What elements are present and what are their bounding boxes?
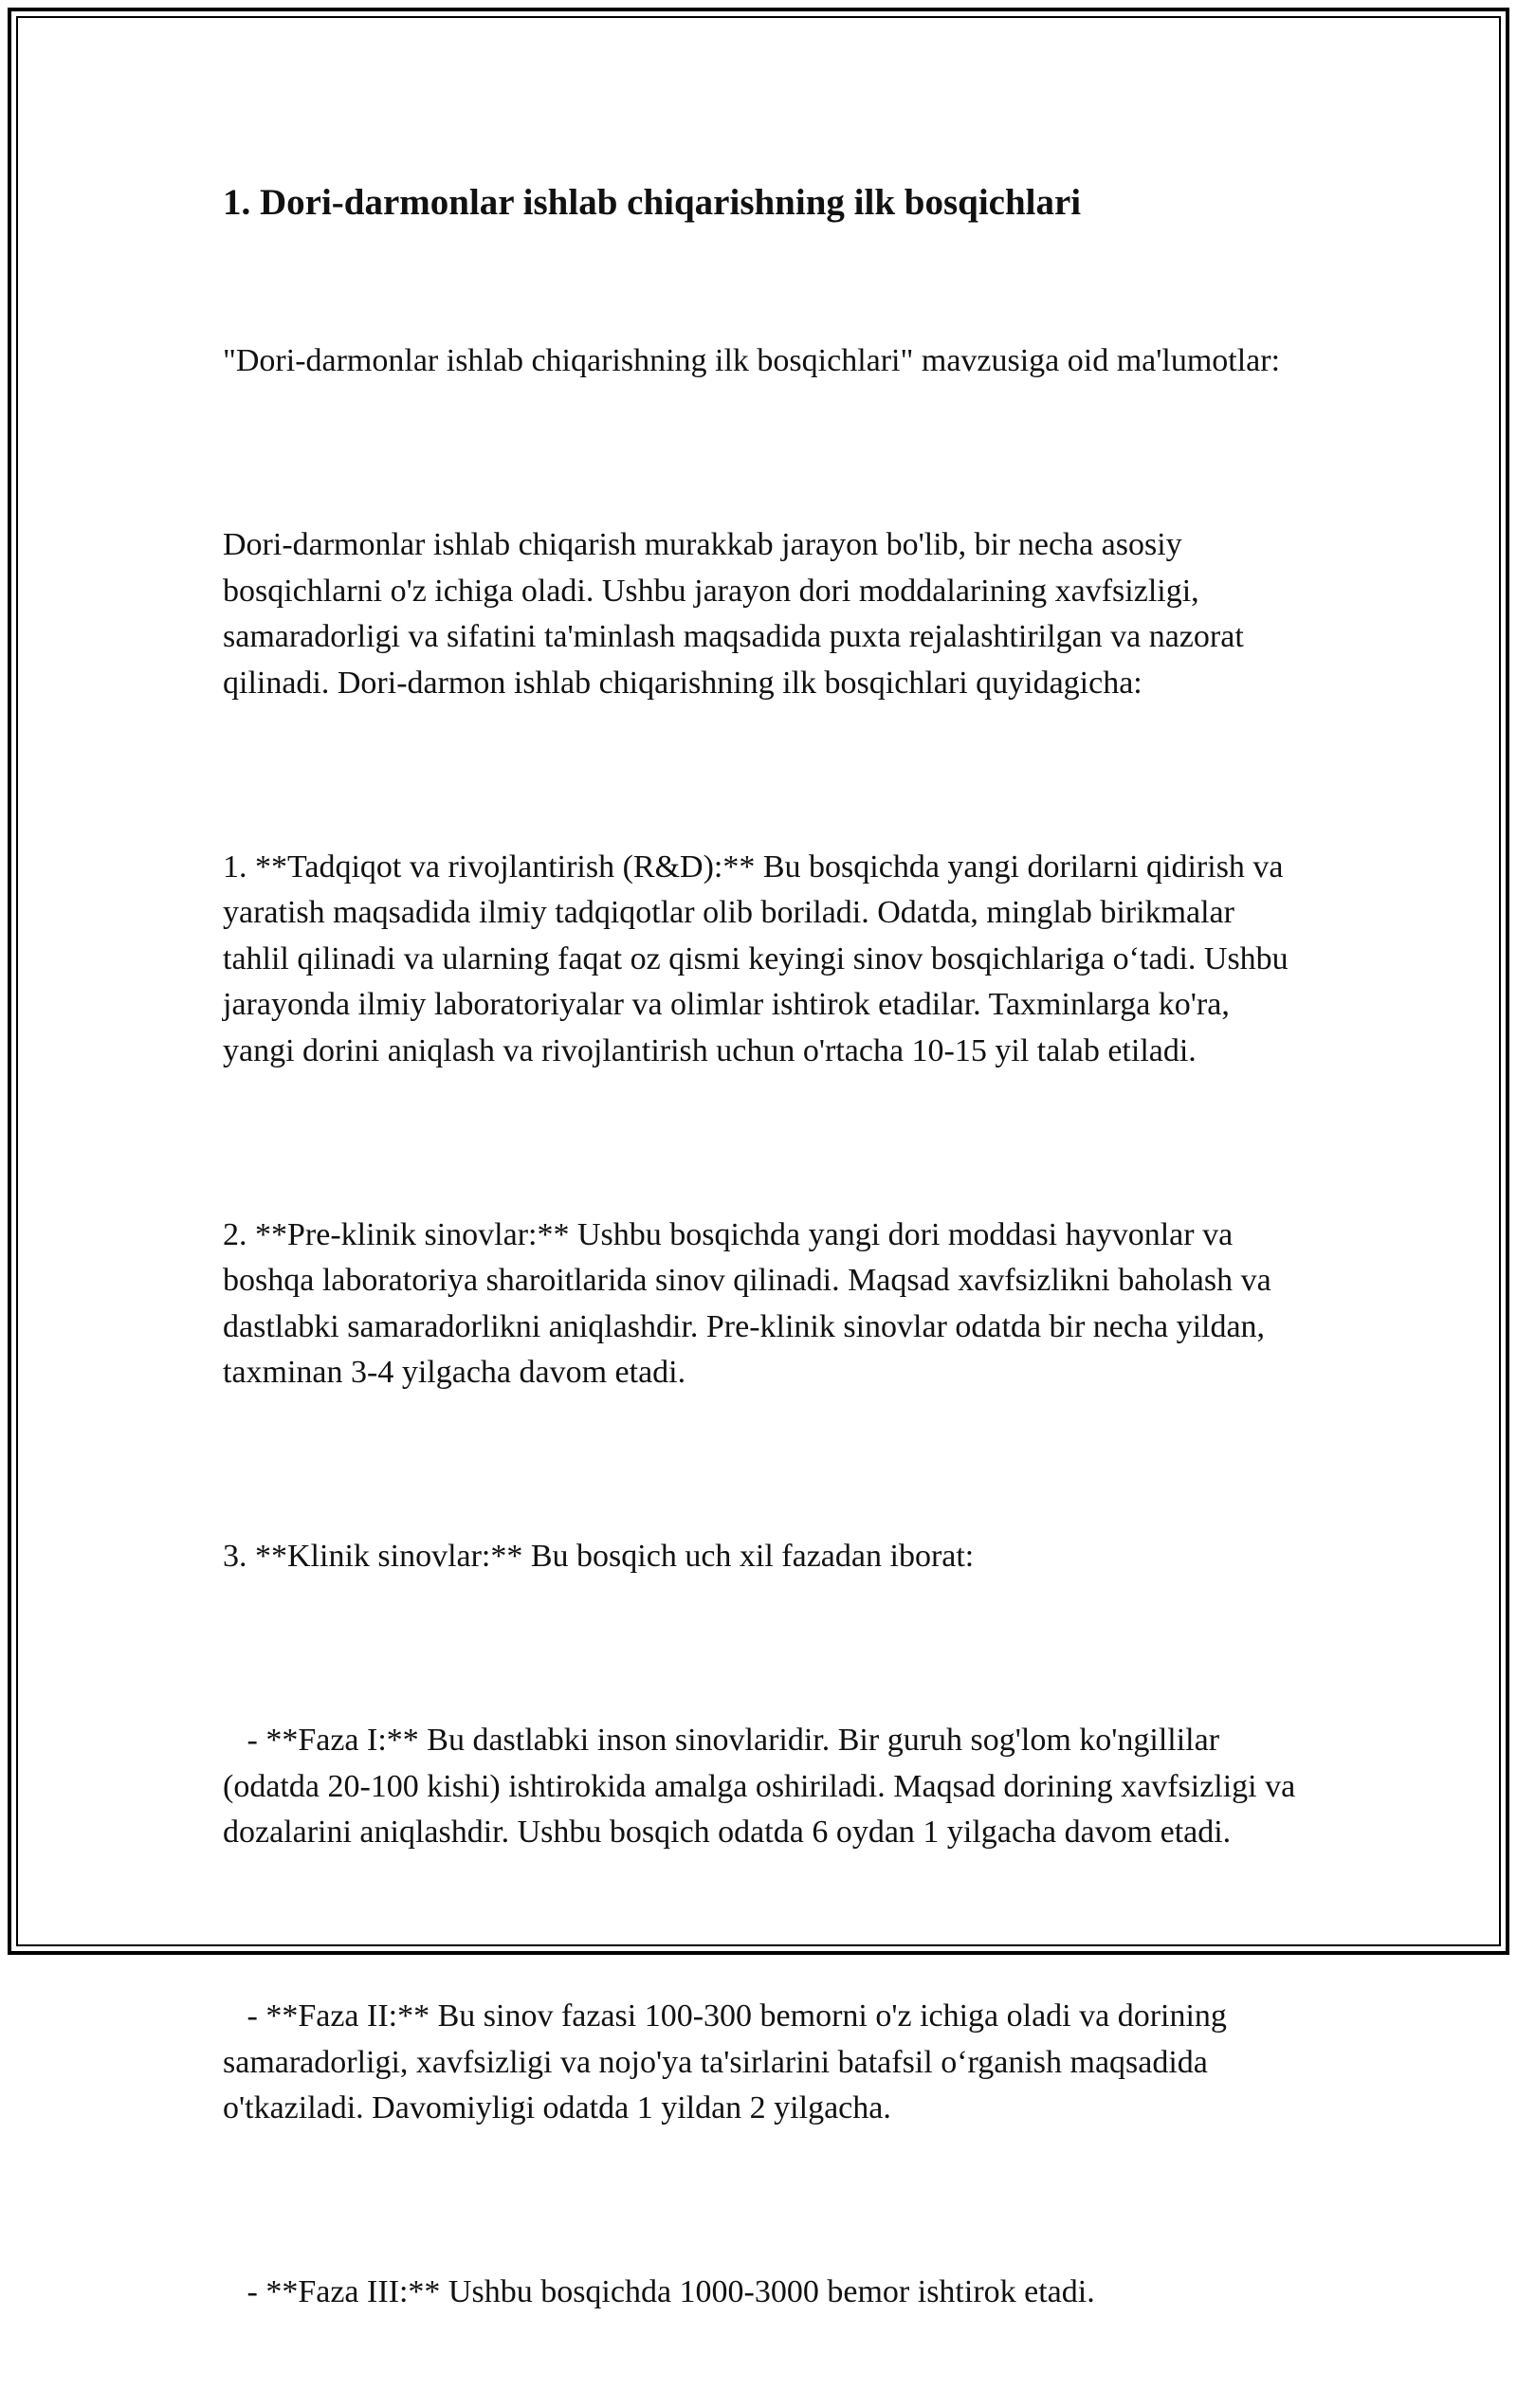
- document-title: 1. Dori-darmonlar ishlab chiqarishning ilk bosqichlari: [223, 182, 1082, 223]
- document-content: [223, 178, 1304, 2408]
- paragraph-phase-3: - **Faza III:** Ushbu bosqichda 1000-3000 bemor ishtirok etadi.: [223, 2274, 1095, 2309]
- document-body: [223, 246, 1304, 2408]
- paragraph-research-development: 1. **Tadqiqot va rivojlantirish (R&D):** Bu bosqichda yangi dorilarni qidirish va yaratish maqsadida ilmiy tadqiqotlar olib boriladi. Odatda, minglab birikmalar tahlil qilinadi va ularning faqat oz qismi keyingi sinov bosqichlariga o‘tadi. Ushbu jarayonda ilmiy laboratoriyalar va olimlar ishtirok etadilar. Taxminlarga ko'ra, yangi dorini aniqlash va rivojlantirish uchun o'rtacha 10-15 yil talab etiladi.: [223, 848, 1297, 1068]
- paragraph-phase-2: - **Faza II:** Bu sinov fazasi 100-300 bemorni o'z ichiga oladi va dorining samaradorligi, xavfsizligi va nojo'ya ta'sirlarini batafsil o‘rganish maqsadida o'tkaziladi. Davomiyligi odatda 1 yildan 2 yilgacha.: [223, 1998, 1235, 2125]
- paragraph-preclinical-trials: 2. **Pre-klinik sinovlar:** Ushbu bosqichda yangi dori moddasi hayvonlar va boshqa laboratoriya sharoitlarida sinov qilinadi. Maqsad xavfsizlikni baholash va dastlabki samaradorlikni aniqlashdir. Pre-klinik sinovlar odatda bir necha yildan, taxminan 3-4 yilgacha davom etadi.: [223, 1216, 1280, 1390]
- paragraph-phase-1: - **Faza I:** Bu dastlabki inson sinovlaridir. Bir guruh sog'lom ko'ngillilar (odatda 20-100 kishi) ishtirokida amalga oshiriladi. Maqsad dorining xavfsizligi va dozalarini aniqlashdir. Ushbu bosqich odatda 6 oydan 1 yilgacha davom etadi.: [223, 1723, 1304, 1850]
- paragraph-clinical-trials: 3. **Klinik sinovlar:** Bu bosqich uch xil fazadan iborat:: [223, 1539, 975, 1574]
- paragraph-intro: "Dori-darmonlar ishlab chiqarishning ilk bosqichlari" mavzusiga oid ma'lumotlar:: [223, 343, 1281, 378]
- paragraph-overview: Dori-darmonlar ishlab chiqarish murakkab jarayon bo'lib, bir necha asosiy bosqichlarni o'z ichiga oladi. Ushbu jarayon dori moddalarining xavfsizligi, samaradorligi va sifatini ta'minlash maqsadida puxta rejalashtirilgan va nazorat qilinadi. Dori-darmon ishlab chiqarishning ilk bosqichlari quyidagicha:: [223, 527, 1252, 701]
